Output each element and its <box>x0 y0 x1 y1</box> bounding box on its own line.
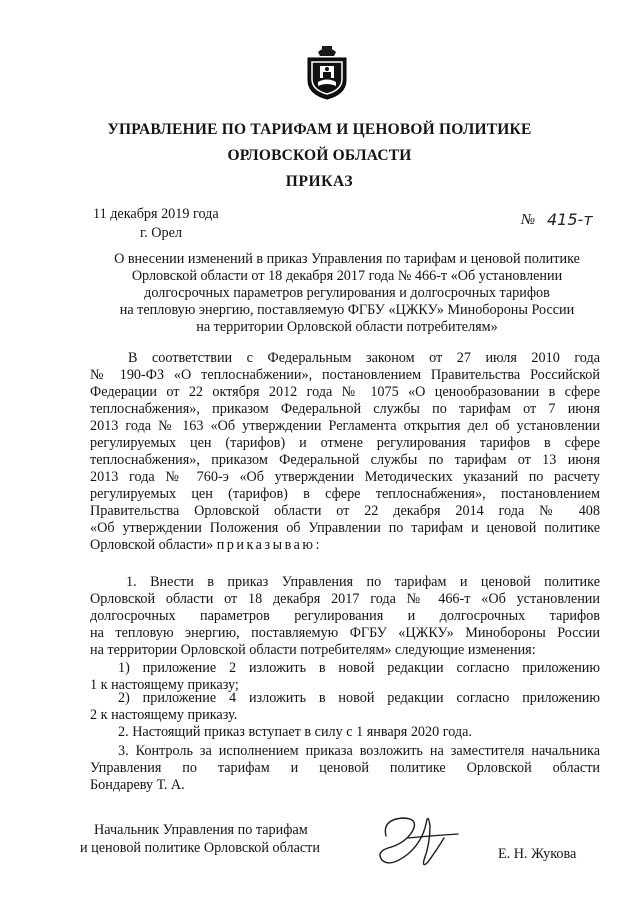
preamble-line: В соответствии с Федеральным законом от 27 июля 2010 года <box>128 350 600 366</box>
preamble-line: Правительства Орловской области от 22 декабря 2014 года № 408 <box>90 503 600 519</box>
coat-of-arms-emblem <box>304 44 350 100</box>
item-line: долгосрочных параметров регулирования и долгосрочных тарифов <box>90 608 600 624</box>
subject-line: О внесении изменений в приказ Управления по тарифам и ценовой политике <box>114 251 580 267</box>
item-line: на тепловую энергию, поставляемую ФГБУ «ЦЖКУ» Минобороны России <box>90 625 600 641</box>
item-line: 3. Контроль за исполнением приказа возложить на заместителя начальника <box>118 743 600 759</box>
subject-line: на тепловую энергию, поставляемую ФГБУ «ЦЖКУ» Минобороны России <box>119 302 575 318</box>
handwritten-signature <box>368 808 468 878</box>
preamble-line: регулируемых цен (тарифов) в сфере теплоснабжения», постановлением <box>90 486 600 502</box>
sub-item-line: 1) приложение 2 изложить в новой редакции согласно приложению <box>118 660 600 676</box>
order-item-2: 2. Настоящий приказ вступает в силу с 1 января 2020 года. <box>118 724 472 740</box>
document-city: г. Орел <box>140 225 183 241</box>
sub-item-line: 1 к настоящему приказу; <box>90 677 239 693</box>
subject-line: на территории Орловской области потребителям» <box>196 319 498 335</box>
organization-name-line1: УПРАВЛЕНИЕ ПО ТАРИФАМ И ЦЕНОВОЙ ПОЛИТИКЕ <box>107 121 532 138</box>
subject-line: долгосрочных параметров регулирования и долгосрочных тарифов <box>144 285 550 301</box>
preamble-line: «Об утверждении Положения об Управлении по тарифам и ценовой политике <box>90 520 600 536</box>
item-line: Бондареву Т. А. <box>90 777 185 793</box>
preamble-line-last <box>90 537 600 554</box>
preamble-last-text: Орловской области» <box>90 537 214 553</box>
order-keyword: приказываю: <box>216 537 322 553</box>
subject-line: Орловской области от 18 декабря 2017 года № 466-т «Об установлении <box>131 268 563 284</box>
signatory-name: Е. Н. Жукова <box>498 846 577 862</box>
preamble-line: регулируемых цен (тарифов) и отмене регулирования тарифов в сфере <box>90 435 600 451</box>
preamble-line: теплоснабжения», приказом Федеральной службы по тарифам от 7 июня <box>90 401 600 417</box>
item-line: Орловской области от 18 декабря 2017 года № 466-т «Об установлении <box>90 591 600 607</box>
preamble-line: Федерации от 22 октября 2012 года № 1075 «О ценообразовании в сфере <box>90 384 600 400</box>
organization-name-line2: ОРЛОВСКОЙ ОБЛАСТИ <box>227 147 412 164</box>
signatory-position-line2: и ценовой политике Орловской области <box>80 840 320 856</box>
handwritten-document-number: 415-т <box>547 210 593 229</box>
preamble-line: 2013 года № 760-э «Об утверждении Методических указаний по расчету <box>90 469 600 485</box>
preamble-paragraph <box>90 350 600 554</box>
sub-item-line: 2 к настоящему приказу. <box>90 707 238 723</box>
sub-item-2 <box>90 690 600 724</box>
document-type: ПРИКАЗ <box>285 173 354 190</box>
item-line: 1. Внести в приказ Управления по тарифам и ценовой политике <box>126 574 600 590</box>
signatory-position-line1: Начальник Управления по тарифам <box>94 822 308 838</box>
preamble-line: теплоснабжения», приказом Федеральной службы по тарифам от 13 июня <box>90 452 600 468</box>
number-sign: № <box>521 212 536 228</box>
document-date: 11 декабря 2019 года <box>93 206 219 222</box>
subject-block <box>100 251 594 336</box>
sub-item-1 <box>90 660 600 694</box>
item-line: Управления по тарифам и ценовой политике Орловской области <box>90 760 600 776</box>
order-item-3 <box>90 743 600 794</box>
sub-item-line: 2) приложение 4 изложить в новой редакции согласно приложению <box>118 690 600 706</box>
order-item-1 <box>90 574 600 659</box>
item-line: на территории Орловской области потребителям» следующие изменения: <box>90 642 536 658</box>
preamble-line: № 190-ФЗ «О теплоснабжении», постановлением Правительства Российской <box>90 367 600 383</box>
preamble-line: 2013 года № 163 «Об утверждении Регламента открытия дел об установлении <box>90 418 600 434</box>
